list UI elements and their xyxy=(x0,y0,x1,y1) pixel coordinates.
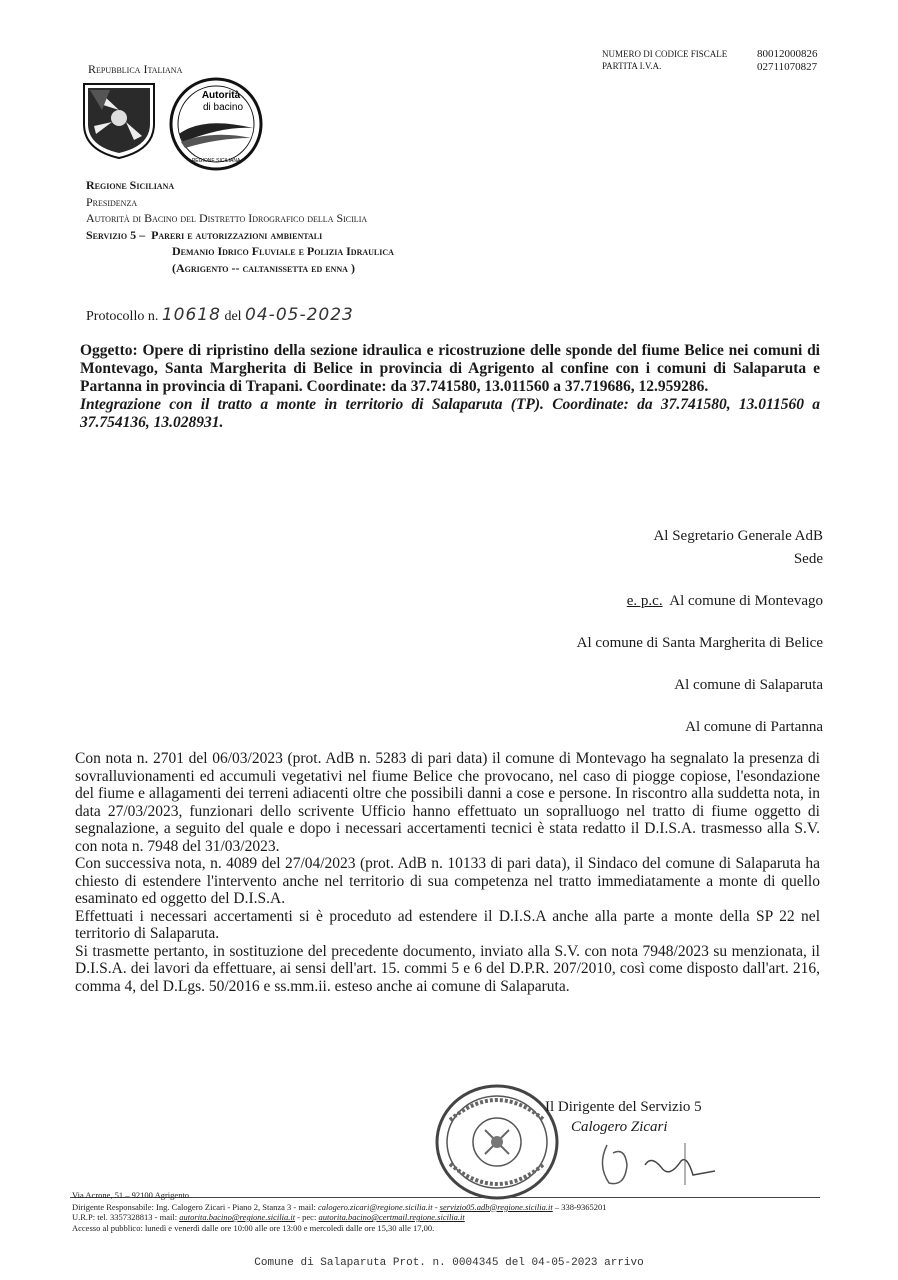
cc-montevago-line xyxy=(627,593,823,610)
adb-logo-text-1: Autorità xyxy=(201,90,241,101)
footer-urp: U.R.P: tel. 3357328813 - mail: xyxy=(72,1212,178,1222)
service-line-2: Demanio Idrico Fluviale e Polizia Idraulica xyxy=(172,244,394,258)
footer-manager: Dirigente Responsabile: Ing. Calogero Zicari - Piano 2, Stanza 3 - mail: xyxy=(72,1201,316,1212)
footer-separator: - xyxy=(432,1201,440,1212)
body-paragraph-4: Si trasmette pertanto, in sostituzione del precedente documento, inviato alla S.V. con nota 7948/2023 su menzionata, il D.I.S.A. dei lavori da effettuare, ai sensi dell'art. 15. commi 5 e 6 del D.P.R. 207/2010, così come disposto dall'art. 216, comma 4, del D.Lgs. 50/2016 e ss.mm.ii. esteso anche ai comune di Salaparuta. xyxy=(75,942,820,995)
recipient-secretary: Al Segretario Generale AdB xyxy=(653,528,823,544)
footer-line-2 xyxy=(72,1202,607,1213)
adb-logo-text-2: di bacino xyxy=(202,102,244,113)
republic-label: Repubblica Italiana xyxy=(88,62,183,76)
fiscal-code-value: 80012000826 xyxy=(757,48,818,60)
protocol-date: 04-05-2023 xyxy=(245,305,354,325)
region-name: Regione Siciliana xyxy=(86,178,175,192)
footer-mail-3[interactable]: autorita.bacino@regione.sicilia.it xyxy=(179,1212,296,1222)
fiscal-labels xyxy=(602,48,727,72)
subject-integration: Integrazione con il tratto a monte in territorio di Salaparuta (TP). Coordinate: da 37.741580, 13.011560 a 37.754136, 13.028931. xyxy=(80,396,820,431)
body-paragraph-1: Con nota n. 2701 del 06/03/2023 (prot. AdB n. 5283 di pari data) il comune di Montevago ha segnalato la presenza di sovralluvionamenti ed accumuli vegetativi nel fiume Belice che provocano, nel caso di piogge copiose, l'esondazione del fiume e allagamenti dei terreni adiacenti oltre che possibili danni a cose e persone. In riscontro alla suddetta nota, in data 27/03/2023, funzionari dello scrivente Ufficio hanno effettuato un sopralluogo nel tratto di fiume oggetto di segnalazione, a seguito del quale e dopo i necessari accertamenti tecnici è stata redatto il D.I.S.A. trasmesso alla S.V. con nota n. 7948 del 31/03/2023. xyxy=(75,750,820,855)
vat-label: PARTITA I.V.A. xyxy=(602,61,662,71)
recipient-seat: Sede xyxy=(793,551,823,567)
body-paragraph-3: Effettuati i necessari accertamenti si è proceduto ad estendere il D.I.S.A anche alla parte a monte della SP 22 nel territorio di Salaparuta. xyxy=(75,907,820,942)
protocol-line xyxy=(86,305,354,325)
fiscal-code-label: NUMERO DI CODICE FISCALE xyxy=(602,49,728,59)
subject-label: Oggetto: xyxy=(80,342,138,359)
signatory-title: Il Dirigente del Servizio 5 xyxy=(545,1099,702,1115)
cc-santa-margherita: Al comune di Santa Margherita di Belice xyxy=(576,635,823,651)
service-label: Servizio 5 – xyxy=(86,227,146,242)
sicily-emblem-icon xyxy=(80,80,158,160)
signatory-name: Calogero Zicari xyxy=(571,1119,668,1135)
vat-value: 02711070827 xyxy=(757,61,818,73)
letterhead xyxy=(86,177,394,276)
cc-salaparuta: Al comune di Salaparuta xyxy=(674,677,823,693)
protocol-label: Protocollo n. xyxy=(86,309,159,324)
footer-hours: Accesso al pubblico: lunedì e venerdì dalle ore 10:00 alle ore 13:00 e mercoledì dalle ore 15,30 alle 17,00. xyxy=(72,1222,435,1233)
cc-label: e. p.c. xyxy=(626,593,663,609)
subject-block xyxy=(80,342,820,432)
footer-address: Via Acrone, 51 – 92100 Agrigento xyxy=(72,1190,190,1200)
cc-montevago: Al comune di Montevago xyxy=(669,593,823,609)
body-paragraph-2: Con successiva nota, n. 4089 del 27/04/2023 (prot. AdB n. 10133 di pari data), il Sindaco del comune di Salaparuta ha chiesto di estendere l'intervento anche nel territorio di sua competenza nel tratto immediatamente a monte di quello esaminato ed oggetto del D.I.S.A. xyxy=(75,855,820,907)
service-line-3: (Agrigento -- caltanissetta ed enna ) xyxy=(172,260,355,275)
adb-logo xyxy=(163,76,269,172)
adb-logo-ring-text: REGIONE SICILIANA xyxy=(191,158,241,164)
arrival-protocol-stamp: Comune di Salaparuta Prot. n. 0004345 del 04-05-2023 arrivo xyxy=(254,1257,644,1269)
protocol-del-label: del xyxy=(224,309,242,324)
footer-line-3 xyxy=(72,1212,607,1223)
fiscal-values xyxy=(757,48,818,74)
protocol-number: 10618 xyxy=(161,305,221,325)
subject-text: Opere di ripristino della sezione idraulica e ricostruzione delle sponde del fiume Belice nei comuni di Montevago, Santa Margherita di Belice in provincia di Agrigento al confine con i comuni di Salaparuta e Partanna in provincia di Trapani. Coordinate: da 37.741580, 13.011560 a 37.719686, 12.959286. xyxy=(80,342,820,395)
footer xyxy=(72,1190,607,1233)
footer-phone: – 338-9365201 xyxy=(552,1201,607,1212)
letter-body xyxy=(75,750,820,995)
footer-mail-4[interactable]: autorita.bacino@certmail.regione.sicilia.it xyxy=(318,1212,465,1222)
service-line-1: Pareri e autorizzazioni ambientali xyxy=(151,227,323,242)
signature-block xyxy=(545,1097,702,1137)
cc-partanna: Al comune di Partanna xyxy=(685,719,823,735)
handwritten-signature xyxy=(595,1135,725,1190)
presidency-name: Presidenza xyxy=(86,194,138,209)
authority-name: Autorità di Bacino del Distretto Idrografico della Sicilia xyxy=(86,211,368,225)
footer-mail-2[interactable]: servizio05.adb@regione.sicilia.it xyxy=(439,1201,553,1212)
footer-mail-1[interactable]: calogero.zicari@regione.sicilia.it xyxy=(317,1201,433,1212)
footer-pec-label: - pec: xyxy=(295,1212,319,1222)
